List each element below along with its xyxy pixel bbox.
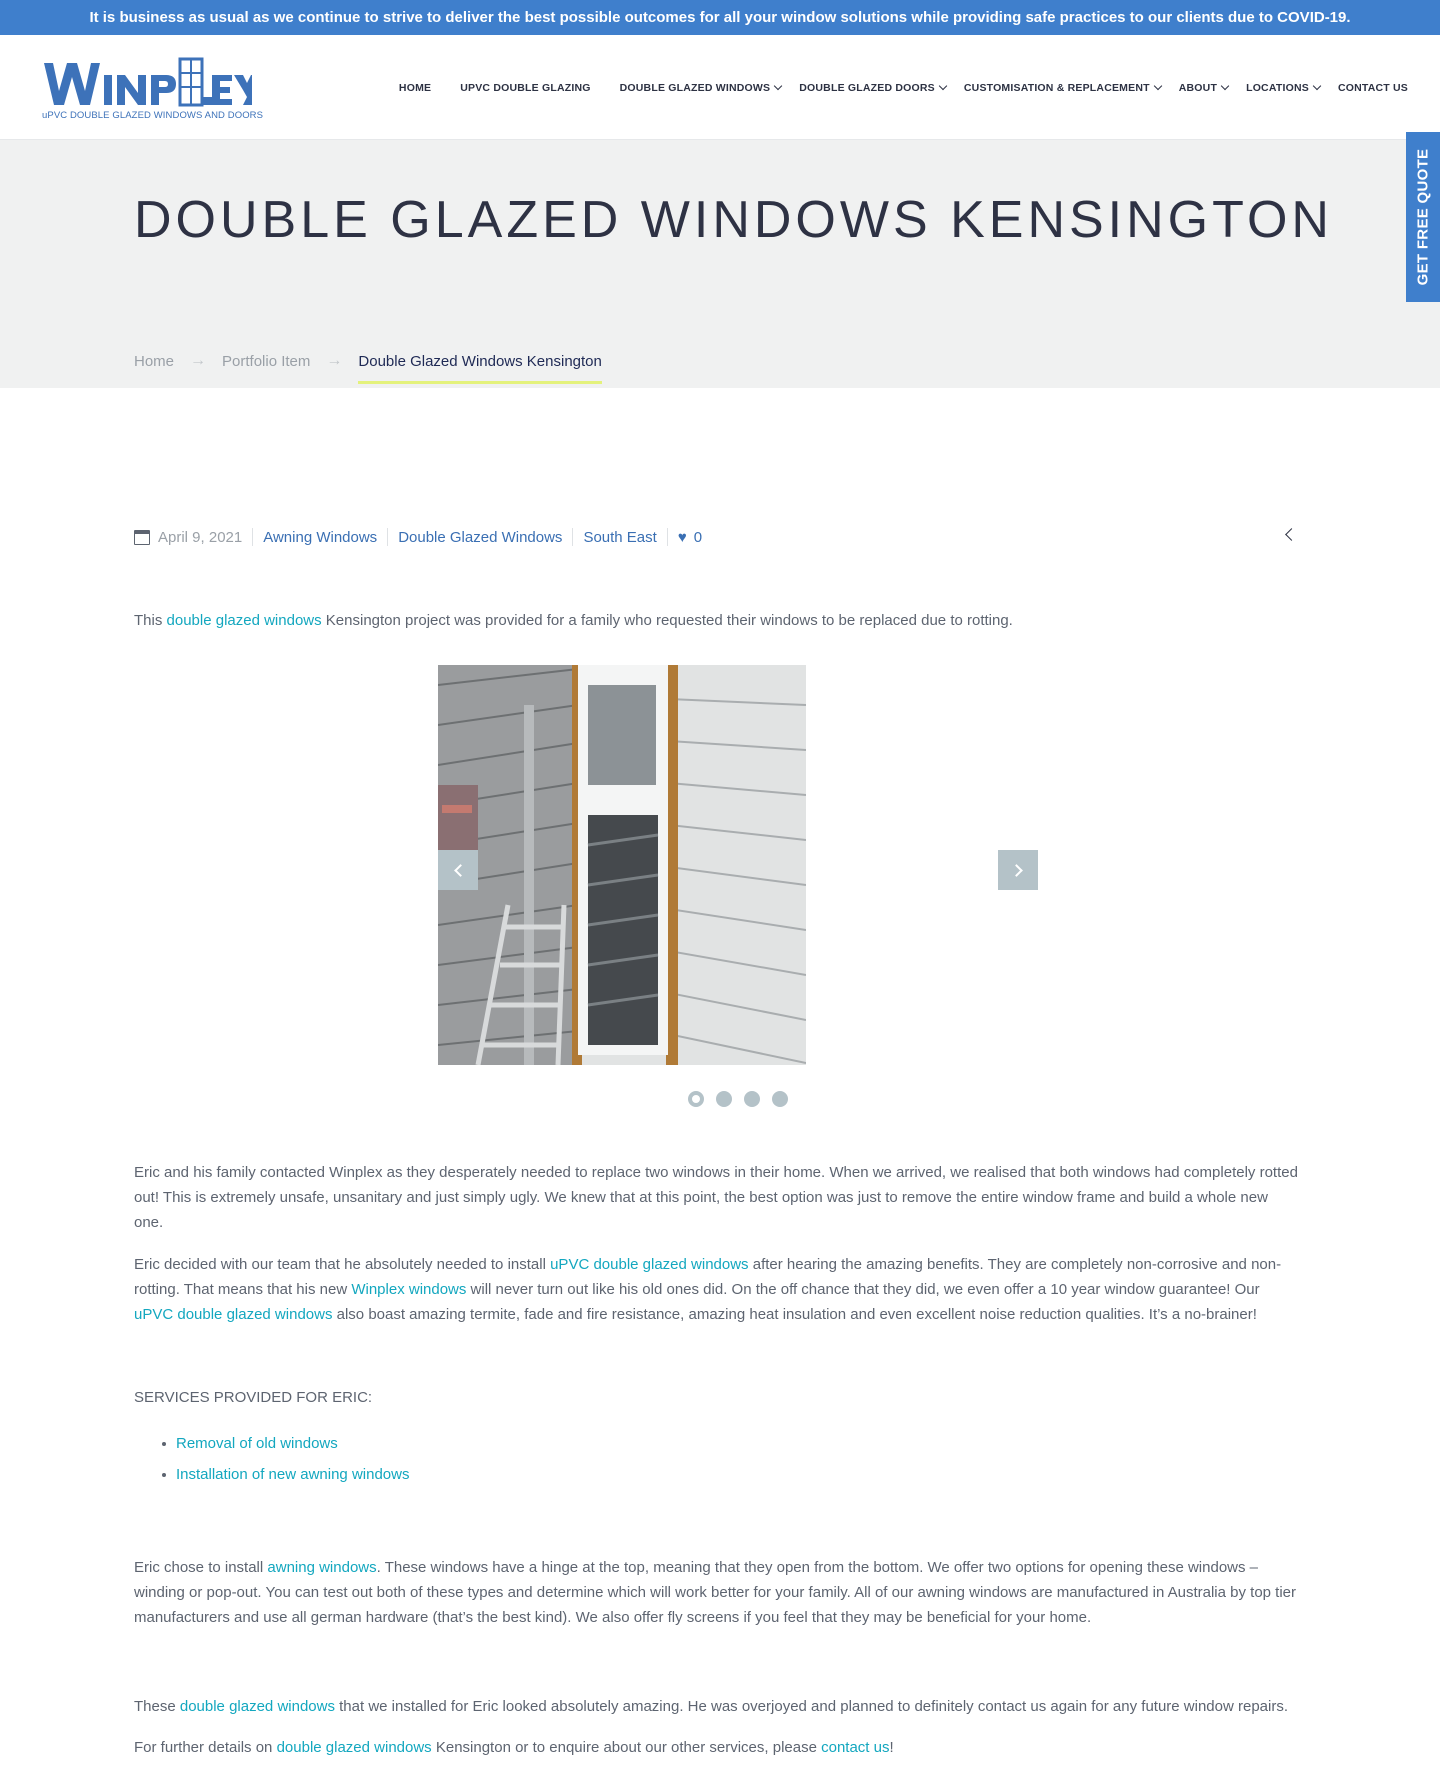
chevron-down-icon bbox=[774, 81, 782, 89]
p2-text-c: will never turn out like his old ones did. On the off chance that they did, we even offer a 10 year window guarantee! Our bbox=[466, 1281, 1260, 1298]
contact-us-link[interactable]: contact us bbox=[821, 1739, 890, 1756]
like-count: 0 bbox=[693, 528, 703, 546]
slider-previous-button[interactable] bbox=[438, 850, 478, 890]
nav-customisation-label: CUSTOMISATION & REPLACEMENT bbox=[963, 81, 1150, 94]
nav-locations[interactable] bbox=[1246, 82, 1320, 94]
breadcrumb-home[interactable]: Home bbox=[134, 352, 175, 370]
nav-upvc-label: UPVC DOUBLE GLAZING bbox=[460, 81, 591, 94]
p3-text-a: Eric chose to install bbox=[134, 1559, 268, 1576]
nav-contact-label: CONTACT US bbox=[1337, 81, 1408, 94]
page-title-section bbox=[0, 140, 1440, 388]
meta-divider bbox=[572, 528, 573, 546]
chevron-down-icon bbox=[939, 81, 947, 89]
logo-wordmark-svg bbox=[42, 53, 252, 111]
get-free-quote-label: GET FREE QUOTE bbox=[1414, 148, 1432, 286]
winplex-logo[interactable] bbox=[42, 53, 264, 123]
nav-about[interactable] bbox=[1179, 82, 1228, 94]
list-item[interactable] bbox=[162, 1428, 409, 1459]
p3-text-b: . These windows have a hinge at the top, meaning that they open from the bottom. We offer two options for opening these windows – winding or pop-out. You can test out both of these types and determine which will work better for your family. All of our awning windows are manufactured in Australia by top tier manufacturers and use all german hardware (that’s the best kind). We also offer fly screens if you feel that they may be beneficial for your home. bbox=[134, 1559, 1297, 1626]
upvc-double-glazed-windows-link-2[interactable]: uPVC double glazed windows bbox=[134, 1306, 333, 1323]
slider-dot-2[interactable] bbox=[716, 1091, 732, 1107]
nav-locations-label: LOCATIONS bbox=[1246, 81, 1309, 94]
p5-text-b: Kensington or to enquire about our other services, please bbox=[431, 1739, 822, 1756]
chevron-left-icon bbox=[454, 864, 467, 877]
upvc-double-glazed-windows-link[interactable]: uPVC double glazed windows bbox=[550, 1256, 749, 1273]
get-free-quote-tab[interactable] bbox=[1406, 132, 1440, 302]
p2-text-d: also boast amazing termite, fade and fire resistance, amazing heat insulation and even excellent noise reduction qualities. It’s a no-brainer! bbox=[332, 1306, 1257, 1323]
meta-divider bbox=[387, 528, 388, 546]
nav-doors-label: DOUBLE GLAZED DOORS bbox=[799, 81, 935, 94]
service-installation[interactable]: Installation of new awning windows bbox=[176, 1466, 410, 1483]
calendar-icon bbox=[134, 530, 150, 545]
announcement-text: It is business as usual as we continue to strive to deliver the best possible outcomes for all your window solutions while providing safe practices to our clients due to COVID-19. bbox=[89, 9, 1351, 26]
project-image-slider[interactable] bbox=[438, 665, 806, 1065]
chevron-down-icon bbox=[1221, 81, 1229, 89]
meta-divider bbox=[667, 528, 668, 546]
double-glazed-windows-link[interactable]: double glazed windows bbox=[179, 1698, 335, 1715]
nav-home-label: HOME bbox=[398, 81, 432, 94]
p5-text-a: For further details on bbox=[134, 1739, 277, 1756]
site-header bbox=[0, 35, 1440, 140]
services-list bbox=[162, 1428, 409, 1490]
awning-windows-link[interactable]: awning windows bbox=[267, 1559, 377, 1576]
nav-about-label: ABOUT bbox=[1178, 81, 1218, 94]
paragraph-4 bbox=[134, 1694, 1300, 1719]
paragraph-3 bbox=[134, 1555, 1300, 1630]
intro-double-glazed-windows-link[interactable]: double glazed windows bbox=[166, 612, 322, 629]
window-install-photo bbox=[438, 665, 806, 1065]
breadcrumb-current: Double Glazed Windows Kensington bbox=[358, 353, 601, 384]
breadcrumb-portfolio-item[interactable]: Portfolio Item bbox=[222, 352, 311, 370]
slider-next-button[interactable] bbox=[998, 850, 1038, 890]
paragraph-2 bbox=[134, 1252, 1300, 1327]
slider-dot-1[interactable] bbox=[688, 1091, 704, 1107]
logo-tagline: uPVC DOUBLE GLAZED WINDOWS AND DOORS bbox=[42, 110, 264, 121]
slider-dot-4[interactable] bbox=[772, 1091, 788, 1107]
double-glazed-windows-link-2[interactable]: double glazed windows bbox=[276, 1739, 432, 1756]
bullet-icon bbox=[162, 1442, 166, 1446]
main-navigation bbox=[370, 35, 1408, 140]
slider-pagination bbox=[688, 1091, 800, 1107]
slider-dot-3[interactable] bbox=[744, 1091, 760, 1107]
nav-double-glazed-windows[interactable] bbox=[620, 82, 782, 94]
nav-contact-us[interactable] bbox=[1338, 82, 1408, 94]
p5-text-c: ! bbox=[889, 1739, 894, 1756]
page-title: DOUBLE GLAZED WINDOWS KENSINGTON bbox=[134, 191, 1333, 249]
bullet-icon bbox=[162, 1473, 166, 1477]
category-awning-windows[interactable]: Awning Windows bbox=[263, 528, 378, 546]
nav-windows-label: DOUBLE GLAZED WINDOWS bbox=[619, 81, 771, 94]
p2-text-a: Eric decided with our team that he absolutely needed to install bbox=[134, 1256, 551, 1273]
category-double-glazed-windows[interactable]: Double Glazed Windows bbox=[398, 528, 563, 546]
chevron-down-icon bbox=[1313, 81, 1321, 89]
service-removal[interactable]: Removal of old windows bbox=[176, 1435, 338, 1452]
category-south-east[interactable]: South East bbox=[583, 528, 657, 546]
meta-divider bbox=[252, 528, 253, 546]
nav-double-glazed-doors[interactable] bbox=[799, 82, 946, 94]
intro-text-start: This bbox=[134, 612, 167, 629]
post-date: April 9, 2021 bbox=[158, 528, 243, 546]
intro-paragraph bbox=[134, 608, 1300, 633]
p4-text-a: These bbox=[134, 1698, 180, 1715]
arrow-right-icon: → bbox=[326, 352, 343, 369]
post-meta bbox=[134, 527, 1300, 547]
paragraph-1: Eric and his family contacted Winplex as they desperately needed to replace two windows in their home. When we arrived, we realised that both windows had completely rotted out! This is extremely unsafe, unsanitary and just simply ugly. We knew that at this point, the best option was just to remove the entire window frame and build a whole new one. bbox=[134, 1164, 1298, 1231]
p4-text-b: that we installed for Eric looked absolutely amazing. He was overjoyed and planned to definitely contact us again for any future window repairs. bbox=[334, 1698, 1289, 1715]
chevron-down-icon bbox=[1153, 81, 1161, 89]
list-item[interactable] bbox=[162, 1459, 409, 1490]
heart-icon[interactable]: ♥ bbox=[677, 528, 687, 546]
services-heading: SERVICES PROVIDED FOR ERIC: bbox=[134, 1389, 373, 1406]
nav-home[interactable] bbox=[399, 82, 431, 94]
chevron-right-icon bbox=[1010, 864, 1023, 877]
covid-announcement-bar bbox=[0, 0, 1440, 35]
breadcrumb bbox=[134, 352, 602, 370]
nav-customisation-replacement[interactable] bbox=[964, 82, 1161, 94]
p2-text-b: after hearing the amazing benefits. They are completely non-corrosive and non-rotting. That means that his new bbox=[134, 1256, 1282, 1298]
intro-text-end: Kensington project was provided for a family who requested their windows to be replaced due to rotting. bbox=[321, 612, 1013, 629]
paragraph-5 bbox=[134, 1735, 1300, 1760]
winplex-windows-link[interactable]: Winplex windows bbox=[351, 1281, 467, 1298]
arrow-right-icon: → bbox=[190, 352, 207, 369]
back-to-portfolio-chevron-icon[interactable] bbox=[1285, 528, 1298, 541]
nav-upvc-double-glazing[interactable] bbox=[460, 82, 590, 94]
